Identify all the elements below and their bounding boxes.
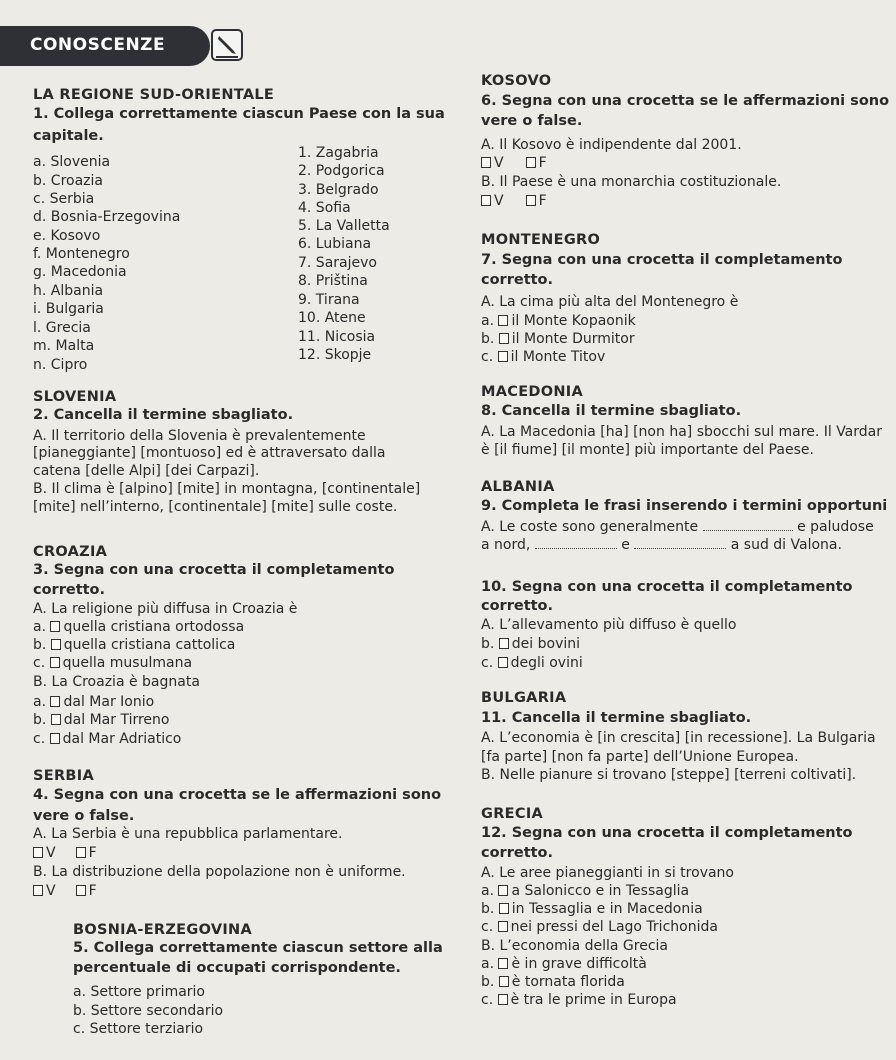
option-label: quella musulmana: [62, 655, 193, 671]
checkbox-icon[interactable]: [76, 847, 86, 858]
capital-item[interactable]: 3. Belgrado: [298, 182, 379, 198]
answer-blank[interactable]: [535, 536, 617, 549]
ex9-text: a nord,: [481, 537, 531, 553]
checkbox-icon[interactable]: [76, 885, 86, 896]
ex11-question: 11. Cancella il termine sbagliato.: [481, 710, 752, 726]
checkbox-icon[interactable]: [50, 657, 60, 668]
checkbox-icon[interactable]: [50, 621, 60, 632]
option-row: [33, 731, 181, 748]
capital-item[interactable]: 7. Sarajevo: [298, 255, 377, 271]
ex1-question: 1. Collega correttamente ciascun Paese con la sua: [33, 106, 445, 122]
option-label: a Salonicco e in Tessaglia: [511, 883, 690, 899]
option-letter: b.: [481, 636, 495, 652]
ex6-question: 6. Segna con una crocetta se le affermazioni sono: [481, 93, 890, 109]
country-item[interactable]: g. Macedonia: [33, 264, 127, 280]
capital-item[interactable]: 1. Zagabria: [298, 145, 379, 161]
ex1-question-cont: capitale.: [33, 128, 104, 144]
ex2-line: A. Il territorio della Slovenia è prevalentemente: [33, 428, 366, 444]
option-row: [481, 349, 605, 366]
option-row: [481, 992, 677, 1009]
false-label: F: [538, 155, 547, 171]
true-label: V: [46, 845, 56, 861]
checkbox-icon[interactable]: [499, 976, 509, 987]
ex3-heading: CROAZIA: [33, 544, 108, 560]
true-false-row: [481, 193, 547, 210]
ex5-heading: BOSNIA-ERZEGOVINA: [73, 922, 252, 938]
checkbox-icon[interactable]: [498, 351, 508, 362]
option-letter: b.: [33, 637, 47, 653]
false-label: F: [88, 845, 97, 861]
pencil-icon: [206, 24, 248, 66]
option-label: è tornata florida: [511, 974, 625, 990]
option-letter: c.: [481, 919, 494, 935]
checkbox-icon[interactable]: [526, 195, 536, 206]
ex3-question: 3. Segna con una crocetta il completamento: [33, 562, 395, 578]
capital-item[interactable]: 6. Lubiana: [298, 236, 372, 252]
checkbox-icon[interactable]: [499, 903, 509, 914]
country-item[interactable]: m. Malta: [33, 338, 95, 354]
checkbox-icon[interactable]: [499, 638, 509, 649]
capital-item[interactable]: 10. Atene: [298, 310, 366, 326]
option-label: il Monte Durmitor: [511, 331, 635, 347]
country-item[interactable]: n. Cipro: [33, 357, 88, 373]
ex9-text: e paludose: [797, 519, 874, 535]
ex3-b-stem: B. La Croazia è bagnata: [33, 674, 200, 690]
ex4-question: 4. Segna con una crocetta se le affermazioni sono: [33, 787, 442, 803]
option-label: dal Mar Ionio: [63, 694, 155, 710]
option-label: è tra le prime in Europa: [510, 992, 677, 1008]
option-label: il Monte Kopaonik: [511, 313, 636, 329]
ex6-heading: KOSOVO: [481, 73, 552, 89]
checkbox-icon[interactable]: [51, 639, 61, 650]
option-row: [481, 883, 689, 900]
option-label: quella cristiana ortodossa: [63, 619, 245, 635]
checkbox-icon[interactable]: [50, 696, 60, 707]
option-letter: c.: [481, 349, 494, 365]
ex4-question-cont: vere o false.: [33, 808, 135, 824]
ex11-heading: BULGARIA: [481, 690, 567, 706]
ex1-heading: LA REGIONE SUD-ORIENTALE: [33, 87, 275, 103]
country-item[interactable]: b. Croazia: [33, 173, 103, 189]
ex12-heading: GRECIA: [481, 806, 544, 822]
ex2-line: B. Il clima è [alpino] [mite] in montagna, [continentale]: [33, 481, 421, 497]
ex8-line: è [il fiume] [il monte] più importante del Paese.: [481, 442, 814, 458]
checkbox-icon[interactable]: [498, 885, 508, 896]
ex8-question: 8. Cancella il termine sbagliato.: [481, 403, 742, 419]
sector-item[interactable]: b. Settore secondario: [73, 1003, 224, 1019]
ex12-question: 12. Segna con una crocetta il completamento: [481, 825, 853, 841]
option-letter: c.: [33, 731, 46, 747]
option-label: nei pressi del Lago Trichonida: [510, 919, 718, 935]
section-banner: [0, 26, 210, 66]
checkbox-icon[interactable]: [481, 157, 491, 168]
option-row: [33, 712, 170, 729]
sector-item[interactable]: a. Settore primario: [73, 984, 205, 1000]
country-item[interactable]: c. Serbia: [33, 191, 95, 207]
checkbox-icon[interactable]: [526, 157, 536, 168]
option-label: il Monte Titov: [510, 349, 606, 365]
option-row: [33, 655, 192, 672]
checkbox-icon[interactable]: [51, 714, 61, 725]
section-title: CONOSCENZE: [30, 35, 166, 55]
ex4-b-stem: B. La distribuzione della popolazione non è uniforme.: [33, 864, 406, 880]
ex10-a-stem: A. L’allevamento più diffuso è quello: [481, 617, 737, 633]
capital-item[interactable]: 2. Podgorica: [298, 163, 385, 179]
ex3-question-cont: corretto.: [33, 582, 106, 598]
false-label: F: [88, 883, 97, 899]
ex11-line: A. L’economia è [in crescita] [in recessione]. La Bulgaria: [481, 730, 876, 746]
option-row: [481, 331, 635, 348]
ex7-a-stem: A. La cima più alta del Montenegro è: [481, 294, 739, 310]
country-item[interactable]: d. Bosnia-Erzegovina: [33, 209, 181, 225]
option-label: dal Mar Tirreno: [63, 712, 170, 728]
checkbox-icon[interactable]: [50, 733, 60, 744]
ex10-question-cont: corretto.: [481, 598, 554, 614]
checkbox-icon[interactable]: [498, 958, 508, 969]
option-letter: b.: [481, 331, 495, 347]
true-false-row: [33, 883, 97, 900]
option-letter: a.: [481, 956, 495, 972]
capital-item[interactable]: 4. Sofia: [298, 200, 351, 216]
true-false-row: [33, 845, 97, 862]
ex9-heading: ALBANIA: [481, 479, 555, 495]
option-letter: c.: [33, 655, 46, 671]
ex11-line: [fa parte] [non fa parte] dell’Unione Europea.: [481, 749, 799, 765]
capital-item[interactable]: 11. Nicosia: [298, 329, 376, 345]
country-item[interactable]: f. Montenegro: [33, 246, 130, 262]
ex8-line: A. La Macedonia [ha] [non ha] sbocchi sul mare. Il Vardar: [481, 424, 882, 440]
checkbox-icon[interactable]: [498, 921, 508, 932]
option-letter: a.: [33, 619, 47, 635]
ex2-question: 2. Cancella il termine sbagliato.: [33, 407, 294, 423]
option-label: degli ovini: [510, 655, 583, 671]
option-row: [481, 956, 647, 973]
option-label: quella cristiana cattolica: [63, 637, 236, 653]
answer-blank[interactable]: [634, 536, 726, 549]
ex4-a-stem: A. La Serbia è una repubblica parlamentare.: [33, 826, 343, 842]
sector-item[interactable]: c. Settore terziario: [73, 1021, 204, 1037]
country-item[interactable]: l. Grecia: [33, 320, 91, 336]
ex11-line: B. Nelle pianure si trovano [steppe] [terreni coltivati].: [481, 767, 857, 783]
option-label: in Tessaglia e in Macedonia: [511, 901, 703, 917]
ex9-question: 9. Completa le frasi inserendo i termini opportuni: [481, 498, 888, 514]
checkbox-icon[interactable]: [498, 657, 508, 668]
ex12-a-stem: A. Le aree pianeggianti in si trovano: [481, 865, 734, 881]
option-row: [33, 694, 154, 711]
option-letter: a.: [481, 313, 495, 329]
option-letter: b.: [33, 712, 47, 728]
checkbox-icon[interactable]: [499, 333, 509, 344]
checkbox-icon[interactable]: [33, 885, 43, 896]
ex10-question: 10. Segna con una crocetta il completamento: [481, 579, 853, 595]
ex8-heading: MACEDONIA: [481, 384, 584, 400]
checkbox-icon[interactable]: [498, 994, 508, 1005]
true-label: V: [494, 193, 504, 209]
option-row: [481, 655, 583, 672]
country-item[interactable]: i. Bulgaria: [33, 301, 104, 317]
ex2-line: catena [delle Alpi] [dei Carpazi].: [33, 463, 260, 479]
checkbox-icon[interactable]: [481, 195, 491, 206]
true-label: V: [494, 155, 504, 171]
checkbox-icon[interactable]: [33, 847, 43, 858]
ex9-text: A. Le coste sono generalmente: [481, 519, 699, 535]
ex2-line: [pianeggiante] [montuoso] ed è attraversato dalla: [33, 445, 386, 461]
ex7-question: 7. Segna con una crocetta il completamento: [481, 252, 843, 268]
capital-item[interactable]: 8. Priština: [298, 273, 368, 289]
ex2-line: [mite] nell’interno, [continentale] [mite] sulle coste.: [33, 499, 398, 515]
option-letter: a.: [33, 694, 47, 710]
option-row: [33, 619, 244, 636]
ex3-a-stem: A. La religione più diffusa in Croazia è: [33, 601, 298, 617]
option-row: [481, 901, 703, 918]
option-row: [481, 636, 580, 653]
ex9-line: [481, 536, 842, 554]
ex4-heading: SERBIA: [33, 768, 94, 784]
ex9-text: e: [621, 537, 630, 553]
ex7-heading: MONTENEGRO: [481, 232, 601, 248]
capital-item[interactable]: 5. La Valletta: [298, 218, 390, 234]
ex5-question: 5. Collega correttamente ciascun settore alla: [73, 940, 443, 956]
country-item[interactable]: a. Slovenia: [33, 154, 111, 170]
ex5-question-cont: percentuale di occupati corrispondente.: [73, 960, 401, 976]
capital-item[interactable]: 9. Tirana: [298, 292, 360, 308]
answer-blank[interactable]: [703, 518, 793, 531]
option-row: [481, 313, 636, 330]
checkbox-icon[interactable]: [498, 315, 508, 326]
capital-item[interactable]: 12. Skopje: [298, 347, 372, 363]
ex9-line: [481, 518, 874, 536]
ex12-b-stem: B. L’economia della Grecia: [481, 938, 669, 954]
country-item[interactable]: e. Kosovo: [33, 228, 101, 244]
option-letter: b.: [481, 974, 495, 990]
option-row: [481, 919, 718, 936]
ex2-heading: SLOVENIA: [33, 389, 117, 405]
false-label: F: [538, 193, 547, 209]
ex6-a-stem: A. Il Kosovo è indipendente dal 2001.: [481, 137, 742, 153]
option-row: [33, 637, 235, 654]
true-false-row: [481, 155, 547, 172]
ex12-question-cont: corretto.: [481, 845, 554, 861]
option-label: è in grave difficoltà: [511, 956, 647, 972]
option-letter: c.: [481, 992, 494, 1008]
option-row: [481, 974, 625, 991]
option-letter: a.: [481, 883, 495, 899]
option-letter: b.: [481, 901, 495, 917]
option-label: dal Mar Adriatico: [62, 731, 182, 747]
option-letter: c.: [481, 655, 494, 671]
ex9-text: a sud di Valona.: [730, 537, 842, 553]
country-item[interactable]: h. Albania: [33, 283, 104, 299]
ex6-b-stem: B. Il Paese è una monarchia costituzionale.: [481, 174, 782, 190]
option-label: dei bovini: [511, 636, 581, 652]
ex7-question-cont: corretto.: [481, 272, 554, 288]
true-label: V: [46, 883, 56, 899]
ex6-question-cont: vere o false.: [481, 113, 583, 129]
